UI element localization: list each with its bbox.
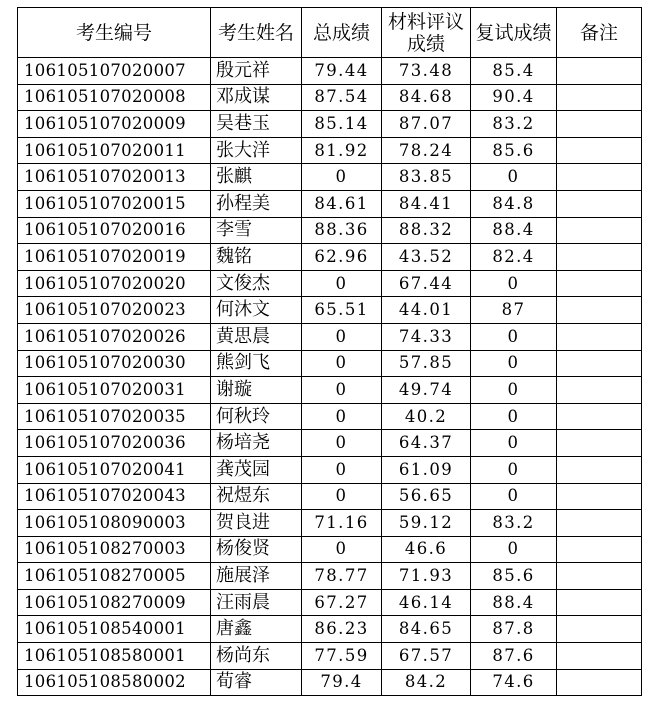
cell-total-score: 79.44 [302, 58, 382, 85]
cell-material-score: 64.37 [382, 430, 471, 457]
cell-remarks [557, 164, 642, 191]
cell-interview-score: 0 [471, 456, 557, 483]
table-row [18, 510, 642, 537]
cell-interview-score: 87 [471, 297, 557, 324]
cell-candidate-id: 106105107020015 [18, 190, 211, 217]
cell-remarks [557, 403, 642, 430]
cell-candidate-id: 106105107020020 [18, 270, 211, 297]
cell-interview-score: 0 [471, 377, 557, 404]
table-row [18, 323, 642, 350]
cell-total-score: 85.14 [302, 111, 382, 138]
cell-remarks [557, 616, 642, 643]
cell-total-score: 0 [302, 403, 382, 430]
cell-candidate-id: 106105108580001 [18, 643, 211, 670]
cell-interview-score: 0 [471, 350, 557, 377]
cell-interview-score: 85.6 [471, 563, 557, 590]
cell-total-score: 67.27 [302, 589, 382, 616]
table-row [18, 536, 642, 563]
cell-total-score: 0 [302, 350, 382, 377]
header-remarks: 备注 [557, 8, 642, 58]
cell-total-score: 78.77 [302, 563, 382, 590]
table-row [18, 616, 642, 643]
cell-remarks [557, 137, 642, 164]
header-material-score: 材料评议成绩 [382, 8, 471, 58]
table-row [18, 403, 642, 430]
cell-candidate-name: 张麒 [211, 164, 302, 191]
cell-material-score: 84.65 [382, 616, 471, 643]
cell-material-score: 43.52 [382, 244, 471, 271]
cell-remarks [557, 377, 642, 404]
table-row [18, 456, 642, 483]
table-row [18, 164, 642, 191]
table-row [18, 563, 642, 590]
cell-material-score: 73.48 [382, 58, 471, 85]
cell-candidate-id: 106105107020009 [18, 111, 211, 138]
cell-material-score: 67.57 [382, 643, 471, 670]
table-row [18, 137, 642, 164]
cell-total-score: 65.51 [302, 297, 382, 324]
header-row [18, 8, 642, 58]
cell-material-score: 84.2 [382, 669, 471, 696]
cell-candidate-id: 106105107020031 [18, 377, 211, 404]
cell-total-score: 71.16 [302, 510, 382, 537]
cell-total-score: 0 [302, 323, 382, 350]
cell-interview-score: 0 [471, 270, 557, 297]
cell-remarks [557, 430, 642, 457]
cell-material-score: 83.85 [382, 164, 471, 191]
cell-remarks [557, 244, 642, 271]
table-row [18, 190, 642, 217]
table-row [18, 350, 642, 377]
table-row [18, 483, 642, 510]
cell-candidate-id: 106105108270005 [18, 563, 211, 590]
cell-interview-score: 84.8 [471, 190, 557, 217]
cell-remarks [557, 84, 642, 111]
cell-candidate-name: 唐鑫 [211, 616, 302, 643]
table-row [18, 84, 642, 111]
cell-material-score: 67.44 [382, 270, 471, 297]
cell-candidate-name: 贺良进 [211, 510, 302, 537]
cell-material-score: 71.93 [382, 563, 471, 590]
header-total-score: 总成绩 [302, 8, 382, 58]
cell-material-score: 84.68 [382, 84, 471, 111]
cell-candidate-id: 106105107020036 [18, 430, 211, 457]
cell-candidate-id: 106105107020016 [18, 217, 211, 244]
cell-material-score: 46.6 [382, 536, 471, 563]
cell-candidate-id: 106105107020007 [18, 58, 211, 85]
cell-total-score: 79.4 [302, 669, 382, 696]
score-table [17, 7, 642, 696]
table-body [18, 58, 642, 696]
cell-interview-score: 87.6 [471, 643, 557, 670]
cell-material-score: 40.2 [382, 403, 471, 430]
cell-remarks [557, 190, 642, 217]
table-row [18, 58, 642, 85]
cell-candidate-id: 106105107020013 [18, 164, 211, 191]
cell-candidate-name: 施展泽 [211, 563, 302, 590]
cell-candidate-id: 106105107020035 [18, 403, 211, 430]
cell-candidate-name: 何沐文 [211, 297, 302, 324]
table-row [18, 111, 642, 138]
table-row [18, 270, 642, 297]
cell-total-score: 0 [302, 270, 382, 297]
cell-remarks [557, 563, 642, 590]
cell-total-score: 62.96 [302, 244, 382, 271]
cell-interview-score: 88.4 [471, 589, 557, 616]
cell-interview-score: 87.8 [471, 616, 557, 643]
cell-candidate-id: 106105107020019 [18, 244, 211, 271]
cell-total-score: 0 [302, 430, 382, 457]
table-row [18, 430, 642, 457]
cell-total-score: 88.36 [302, 217, 382, 244]
cell-candidate-name: 谢璇 [211, 377, 302, 404]
cell-total-score: 81.92 [302, 137, 382, 164]
cell-interview-score: 0 [471, 403, 557, 430]
cell-candidate-name: 魏铭 [211, 244, 302, 271]
cell-candidate-name: 李雪 [211, 217, 302, 244]
cell-candidate-name: 殷元祥 [211, 58, 302, 85]
cell-candidate-id: 106105108540001 [18, 616, 211, 643]
cell-total-score: 87.54 [302, 84, 382, 111]
table-row [18, 643, 642, 670]
cell-total-score: 0 [302, 536, 382, 563]
cell-total-score: 84.61 [302, 190, 382, 217]
table-row [18, 217, 642, 244]
cell-remarks [557, 643, 642, 670]
cell-remarks [557, 456, 642, 483]
cell-material-score: 57.85 [382, 350, 471, 377]
cell-candidate-name: 何秋玲 [211, 403, 302, 430]
cell-remarks [557, 510, 642, 537]
cell-remarks [557, 669, 642, 696]
cell-remarks [557, 217, 642, 244]
cell-remarks [557, 323, 642, 350]
cell-remarks [557, 483, 642, 510]
cell-material-score: 87.07 [382, 111, 471, 138]
cell-candidate-name: 孙程美 [211, 190, 302, 217]
cell-remarks [557, 270, 642, 297]
cell-material-score: 61.09 [382, 456, 471, 483]
cell-remarks [557, 58, 642, 85]
cell-total-score: 0 [302, 377, 382, 404]
cell-candidate-id: 106105107020026 [18, 323, 211, 350]
cell-candidate-name: 荀睿 [211, 669, 302, 696]
cell-total-score: 77.59 [302, 643, 382, 670]
cell-interview-score: 88.4 [471, 217, 557, 244]
cell-remarks [557, 111, 642, 138]
cell-candidate-id: 106105108580002 [18, 669, 211, 696]
cell-material-score: 84.41 [382, 190, 471, 217]
cell-remarks [557, 536, 642, 563]
cell-interview-score: 0 [471, 323, 557, 350]
cell-candidate-id: 106105107020041 [18, 456, 211, 483]
cell-candidate-name: 黄思晨 [211, 323, 302, 350]
cell-candidate-name: 张大洋 [211, 137, 302, 164]
cell-material-score: 56.65 [382, 483, 471, 510]
cell-candidate-name: 汪雨晨 [211, 589, 302, 616]
cell-candidate-id: 106105107020023 [18, 297, 211, 324]
table-row [18, 297, 642, 324]
cell-candidate-id: 106105107020011 [18, 137, 211, 164]
cell-interview-score: 0 [471, 430, 557, 457]
cell-interview-score: 83.2 [471, 111, 557, 138]
cell-candidate-name: 杨培尧 [211, 430, 302, 457]
cell-candidate-name: 杨俊贤 [211, 536, 302, 563]
cell-material-score: 46.14 [382, 589, 471, 616]
cell-remarks [557, 350, 642, 377]
cell-material-score: 88.32 [382, 217, 471, 244]
cell-candidate-name: 邓成谋 [211, 84, 302, 111]
cell-material-score: 59.12 [382, 510, 471, 537]
cell-candidate-id: 106105108270003 [18, 536, 211, 563]
cell-interview-score: 0 [471, 164, 557, 191]
cell-candidate-name: 杨尚东 [211, 643, 302, 670]
cell-total-score: 0 [302, 456, 382, 483]
cell-interview-score: 85.4 [471, 58, 557, 85]
cell-candidate-name: 文俊杰 [211, 270, 302, 297]
cell-interview-score: 0 [471, 483, 557, 510]
cell-total-score: 0 [302, 164, 382, 191]
cell-interview-score: 74.6 [471, 669, 557, 696]
cell-remarks [557, 297, 642, 324]
cell-candidate-id: 106105108270009 [18, 589, 211, 616]
table-row [18, 669, 642, 696]
cell-candidate-name: 龚茂园 [211, 456, 302, 483]
cell-candidate-name: 祝煜东 [211, 483, 302, 510]
cell-material-score: 74.33 [382, 323, 471, 350]
cell-candidate-name: 吴巷玉 [211, 111, 302, 138]
cell-material-score: 78.24 [382, 137, 471, 164]
cell-interview-score: 90.4 [471, 84, 557, 111]
cell-total-score: 0 [302, 483, 382, 510]
header-candidate-name: 考生姓名 [211, 8, 302, 58]
table-row [18, 244, 642, 271]
cell-total-score: 86.23 [302, 616, 382, 643]
cell-material-score: 49.74 [382, 377, 471, 404]
cell-candidate-id: 106105107020043 [18, 483, 211, 510]
cell-candidate-id: 106105107020008 [18, 84, 211, 111]
cell-remarks [557, 589, 642, 616]
cell-candidate-name: 熊剑飞 [211, 350, 302, 377]
table-row [18, 589, 642, 616]
header-interview-score: 复试成绩 [471, 8, 557, 58]
cell-candidate-id: 106105107020030 [18, 350, 211, 377]
cell-candidate-id: 106105108090003 [18, 510, 211, 537]
cell-material-score: 44.01 [382, 297, 471, 324]
cell-interview-score: 0 [471, 536, 557, 563]
cell-interview-score: 82.4 [471, 244, 557, 271]
cell-interview-score: 83.2 [471, 510, 557, 537]
table-row [18, 377, 642, 404]
cell-interview-score: 85.6 [471, 137, 557, 164]
header-candidate-id: 考生编号 [18, 8, 211, 58]
